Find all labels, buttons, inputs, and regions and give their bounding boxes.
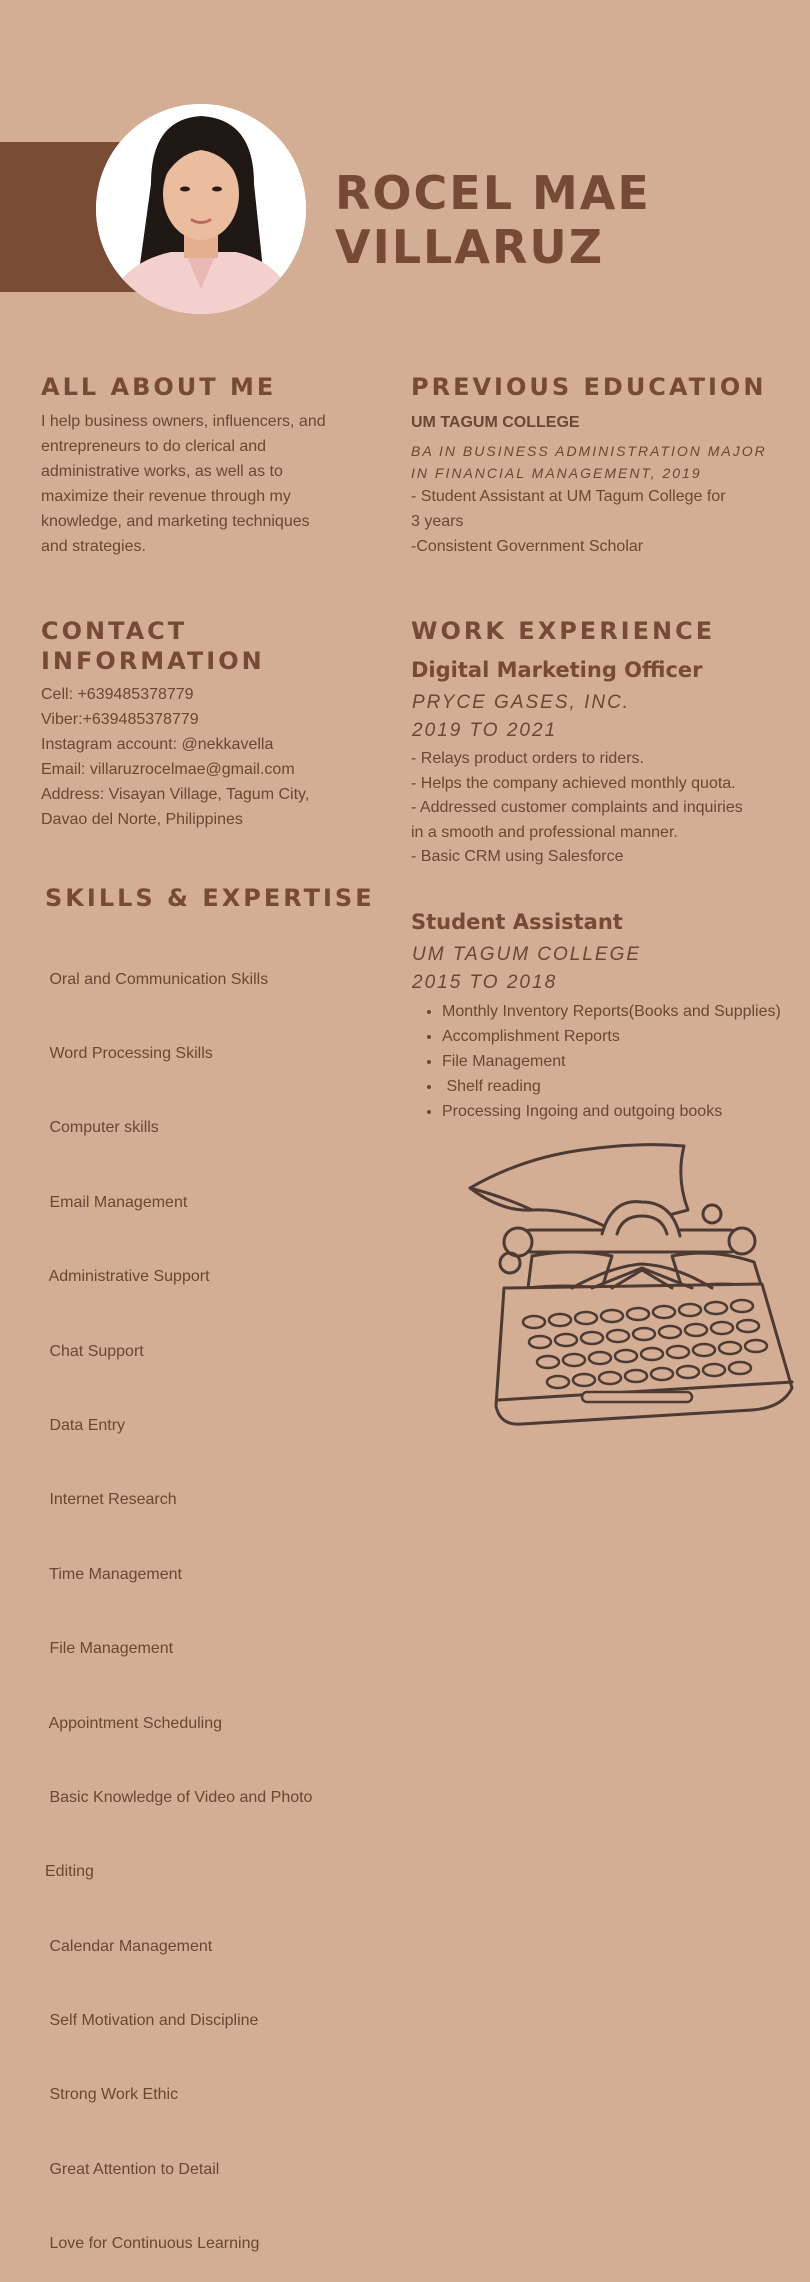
job1-meta — [412, 689, 630, 745]
list-item: • Shelf reading — [442, 1074, 781, 1099]
education-school: UM TAGUM COLLEGE — [411, 414, 580, 431]
job1-line: - Addressed customer complaints and inquiries — [411, 799, 743, 816]
skill-item: Calendar Management — [45, 1937, 213, 1955]
about-line: and strategies. — [41, 538, 146, 555]
list-item: • File Management — [442, 1049, 781, 1074]
list-item: • Monthly Inventory Reports(Books and Supplies) — [442, 999, 781, 1024]
contact-details — [41, 682, 309, 832]
skills-heading: SKILLS & EXPERTISE — [45, 884, 375, 912]
job1-line: - Relays product orders to riders. — [411, 750, 644, 767]
about-line: knowledge, and marketing techniques — [41, 513, 310, 530]
work-heading: WORK EXPERIENCE — [411, 617, 716, 645]
degree-line: IN FINANCIAL MANAGEMENT, 2019 — [411, 465, 702, 481]
about-line: maximize their revenue through my — [41, 488, 291, 505]
skill-item: Administrative Support — [45, 1268, 210, 1286]
contact-viber: Viber:+639485378779 — [41, 711, 199, 728]
job1-line: - Basic CRM using Salesforce — [411, 848, 624, 865]
skill-item: Self Motivation and Discipline — [45, 2012, 259, 2030]
skill-item: Oral and Communication Skills — [45, 970, 269, 988]
skill-item: Strong Work Ethic — [45, 2086, 179, 2104]
list-item: • Processing Ingoing and outgoing books — [442, 1099, 781, 1124]
skill-item: Word Processing Skills — [45, 1044, 213, 1062]
job2-bullets — [411, 999, 781, 1124]
skill-item: Basic Knowledge of Video and Photo — [45, 1788, 313, 1806]
education-heading: PREVIOUS EDUCATION — [411, 373, 767, 401]
about-heading: ALL ABOUT ME — [41, 373, 277, 401]
education-line: -Consistent Government Scholar — [411, 538, 644, 555]
about-line: entrepreneurs to do clerical and — [41, 438, 267, 455]
job1-period: 2019 TO 2021 — [412, 720, 558, 741]
skill-item: Email Management — [45, 1193, 188, 1211]
contact-email: Email: villaruzrocelmae@gmail.com — [41, 761, 295, 778]
about-line: administrative works, as well as to — [41, 463, 283, 480]
job1-line: - Helps the company achieved monthly quota. — [411, 774, 736, 792]
contact-cell: Cell: +639485378779 — [41, 686, 194, 703]
skill-item: Computer skills — [45, 1119, 159, 1137]
candidate-name — [335, 166, 651, 274]
contact-instagram: Instagram account: @nekkavella — [41, 736, 274, 753]
skill-item: Great Attention to Detail — [45, 2160, 220, 2178]
about-text — [41, 409, 326, 559]
job2-company: UM TAGUM COLLEGE — [412, 944, 642, 965]
job1-company: PRYCE GASES, INC. — [412, 692, 631, 713]
skill-item: Data Entry — [45, 1416, 126, 1434]
list-item: • Accomplishment Reports — [442, 1024, 781, 1049]
contact-address: Davao del Norte, Philippines — [41, 811, 243, 828]
education-degree — [411, 440, 767, 484]
name-line-1: ROCEL MAE — [335, 166, 651, 220]
job1-details — [411, 747, 743, 870]
skills-list — [45, 918, 312, 2282]
job2-title: Student Assistant — [411, 910, 623, 934]
skill-item: Time Management — [45, 1565, 182, 1583]
contact-address: Address: Visayan Village, Tagum City, — [41, 786, 310, 803]
typewriter-illustration — [462, 1138, 802, 1428]
job2-meta — [412, 941, 641, 997]
contact-heading-line: INFORMATION — [41, 647, 265, 675]
job2-period: 2015 TO 2018 — [412, 972, 558, 993]
education-details — [411, 484, 726, 559]
job1-title: Digital Marketing Officer — [411, 658, 703, 682]
about-line: I help business owners, influencers, and — [41, 413, 326, 430]
skill-item: Chat Support — [45, 1342, 144, 1360]
skill-item: Internet Research — [45, 1491, 177, 1509]
name-line-2: VILLARUZ — [335, 220, 605, 274]
education-line: - Student Assistant at UM Tagum College for — [411, 488, 726, 505]
contact-heading — [41, 616, 265, 676]
education-line: 3 years — [411, 513, 464, 530]
degree-line: BA IN BUSINESS ADMINISTRATION MAJOR — [411, 443, 767, 459]
skill-item: Love for Continuous Learning — [45, 2235, 260, 2253]
job1-line: in a smooth and professional manner. — [411, 823, 678, 841]
skill-item: Appointment Scheduling — [45, 1714, 223, 1732]
contact-heading-line: CONTACT — [41, 617, 188, 645]
skill-item: Editing — [45, 1863, 94, 1881]
skill-item: File Management — [45, 1640, 174, 1658]
profile-photo — [96, 104, 306, 314]
